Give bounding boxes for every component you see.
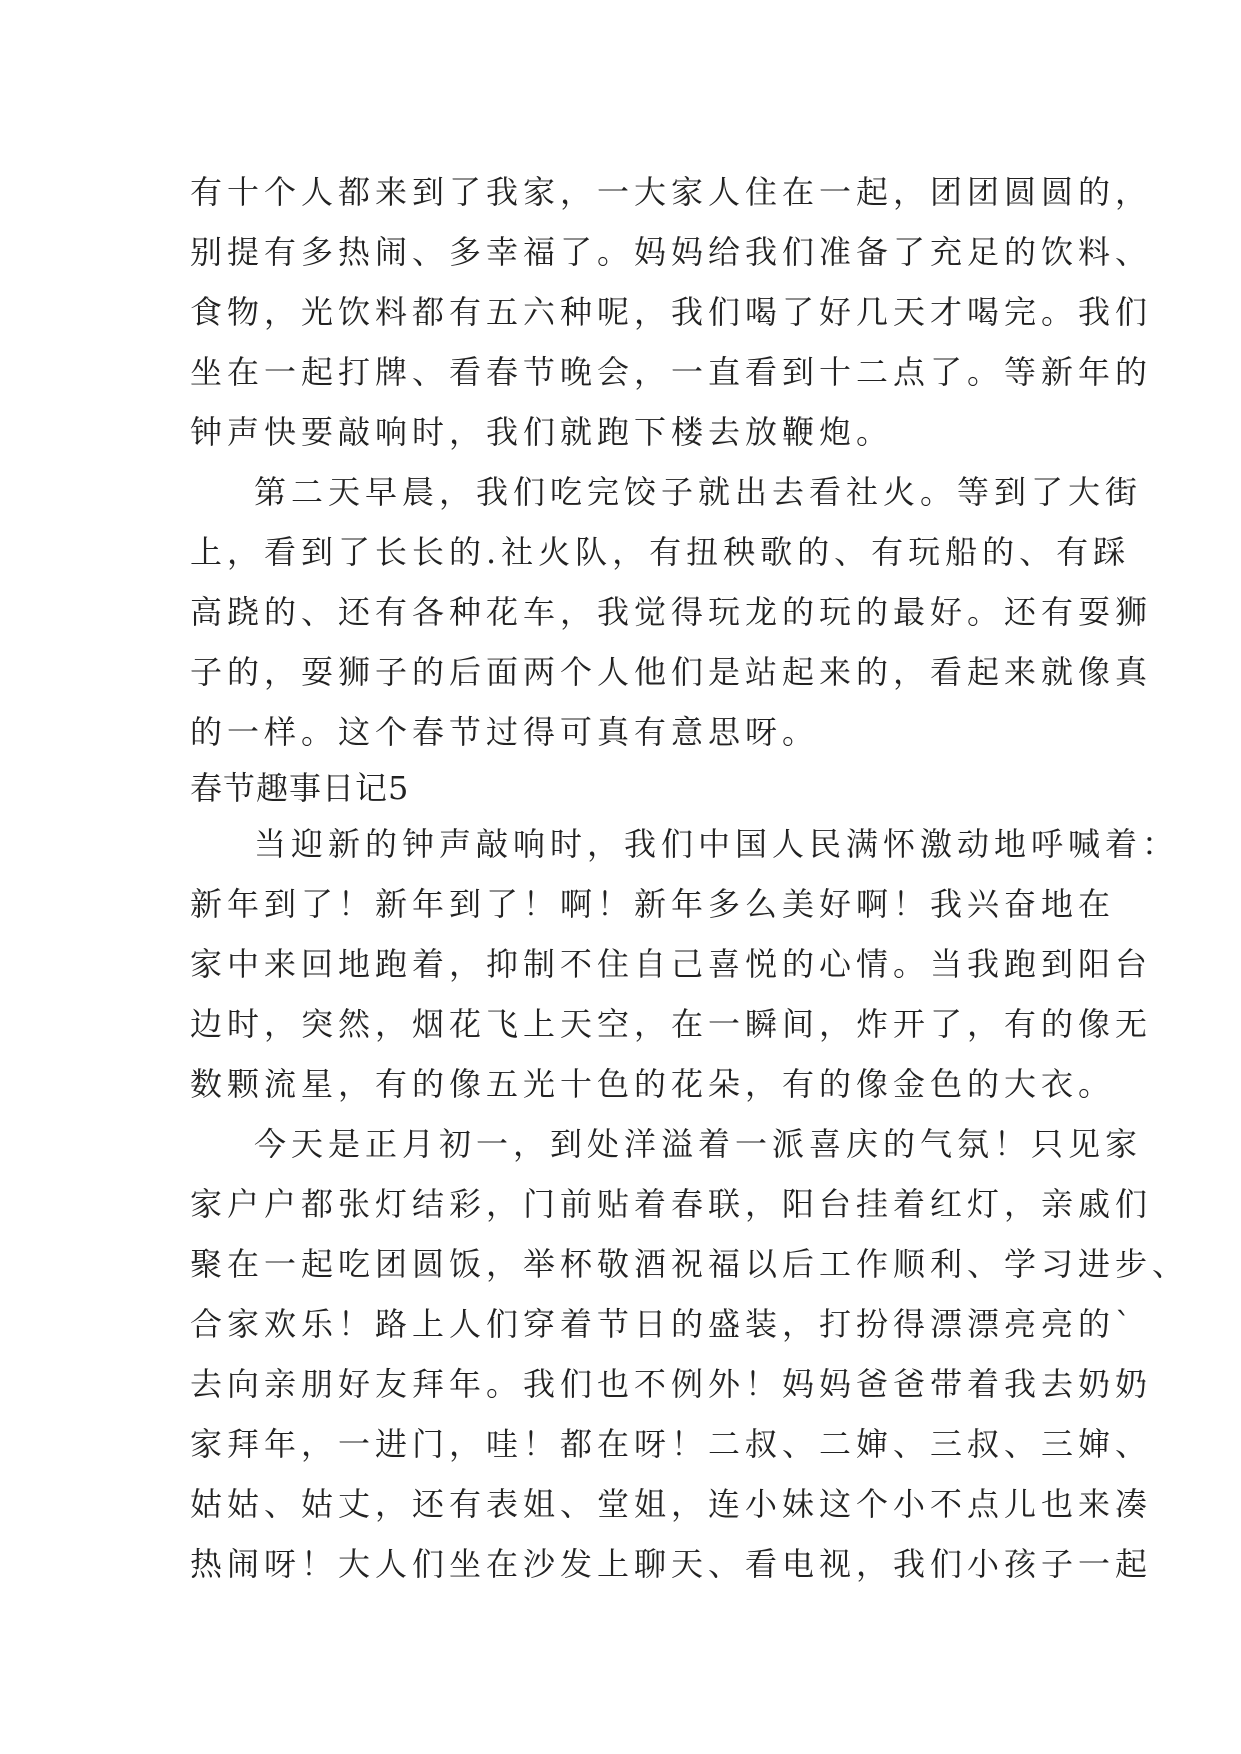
text-line: 家拜年，一进门，哇！都在呀！二叔、二婶、三叔、三婶、	[190, 1425, 1153, 1463]
text-line: 的一样。这个春节过得可真有意思呀。	[190, 713, 820, 751]
text-line: 食物，光饮料都有五六种呢，我们喝了好几天才喝完。我们	[190, 293, 1153, 331]
text-line: 别提有多热闹、多幸福了。妈妈给我们准备了充足的饮料、	[190, 233, 1153, 271]
text-line: 聚在一起吃团圆饭，举杯敬酒祝福以后工作顺利、学习进步、	[190, 1245, 1190, 1283]
section-heading: 春节趣事日记5	[190, 769, 410, 807]
text-line: 合家欢乐！路上人们穿着节日的盛装，打扮得漂漂亮亮的`	[190, 1305, 1137, 1343]
text-line: 姑姑、姑丈，还有表姐、堂姐，连小妹这个小不点儿也来凑	[190, 1485, 1153, 1523]
text-line: 高跷的、还有各种花车，我觉得玩龙的玩的最好。还有耍狮	[190, 593, 1153, 631]
text-line: 家户户都张灯结彩，门前贴着春联，阳台挂着红灯，亲戚们	[190, 1185, 1153, 1223]
text-line: 热闹呀！大人们坐在沙发上聊天、看电视，我们小孩子一起	[190, 1545, 1153, 1583]
text-line: 数颗流星，有的像五光十色的花朵，有的像金色的大衣。	[190, 1065, 1116, 1103]
document-body	[190, 162, 1190, 1594]
text-line: 子的，耍狮子的后面两个人他们是站起来的，看起来就像真	[190, 653, 1153, 691]
text-line: 有十个人都来到了我家，一大家人住在一起，团团圆圆的，	[190, 173, 1153, 211]
text-line: 去向亲朋好友拜年。我们也不例外！妈妈爸爸带着我去奶奶	[190, 1365, 1153, 1403]
text-line: 边时，突然，烟花飞上天空，在一瞬间，炸开了，有的像无	[190, 1005, 1153, 1043]
text-line: 坐在一起打牌、看春节晚会，一直看到十二点了。等新年的	[190, 353, 1153, 391]
paragraph-first-line: 当迎新的钟声敲响时，我们中国人民满怀激动地呼喊着：	[254, 825, 1180, 863]
text-line: 家中来回地跑着，抑制不住自己喜悦的心情。当我跑到阳台	[190, 945, 1153, 983]
text-line: 上，看到了长长的.社火队，有扭秧歌的、有玩船的、有踩	[190, 533, 1131, 571]
text-line: 钟声快要敲响时，我们就跑下楼去放鞭炮。	[190, 413, 894, 451]
text-line: 新年到了！新年到了！啊！新年多么美好啊！我兴奋地在	[190, 885, 1116, 923]
paragraph-first-line: 第二天早晨，我们吃完饺子就出去看社火。等到了大街	[254, 473, 1143, 511]
paragraph-first-line: 今天是正月初一，到处洋溢着一派喜庆的气氛！只见家	[254, 1125, 1143, 1163]
